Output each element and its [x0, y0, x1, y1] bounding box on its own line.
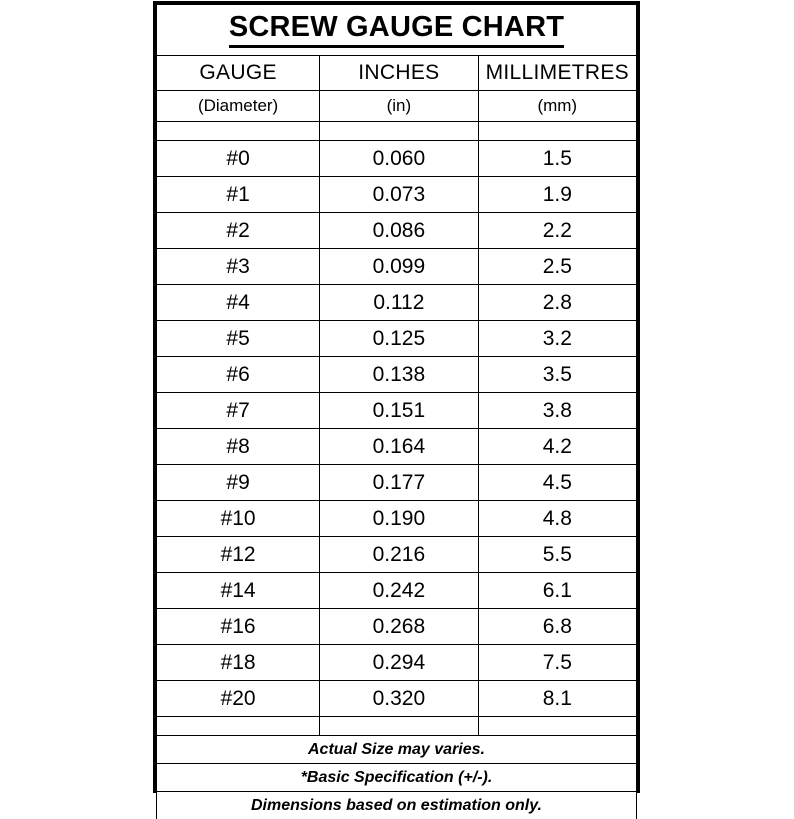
note-row [157, 736, 637, 764]
cell-gauge: #20 [157, 681, 320, 717]
cell-gauge: #7 [157, 393, 320, 429]
column-subheader-row [157, 91, 637, 122]
cell-inches: 0.151 [320, 393, 478, 429]
table-row [157, 249, 637, 285]
spacer-cell [157, 717, 320, 736]
cell-inches: 0.242 [320, 573, 478, 609]
cell-gauge: #5 [157, 321, 320, 357]
table-row [157, 321, 637, 357]
cell-millimetres: 6.1 [478, 573, 636, 609]
cell-gauge: #4 [157, 285, 320, 321]
cell-inches: 0.073 [320, 177, 478, 213]
note-row [157, 764, 637, 792]
cell-inches: 0.320 [320, 681, 478, 717]
spacer-cell [320, 717, 478, 736]
cell-inches: 0.086 [320, 213, 478, 249]
table-body [157, 5, 637, 819]
cell-millimetres: 1.9 [478, 177, 636, 213]
cell-millimetres: 3.2 [478, 321, 636, 357]
note-row [157, 792, 637, 819]
cell-millimetres: 4.5 [478, 465, 636, 501]
cell-inches: 0.099 [320, 249, 478, 285]
column-subheader-inches: (in) [320, 91, 478, 122]
cell-gauge: #9 [157, 465, 320, 501]
cell-millimetres: 5.5 [478, 537, 636, 573]
table-row [157, 141, 637, 177]
table-row [157, 465, 637, 501]
table-row [157, 213, 637, 249]
column-subheader-millimetres: (mm) [478, 91, 636, 122]
cell-millimetres: 8.1 [478, 681, 636, 717]
cell-inches: 0.112 [320, 285, 478, 321]
cell-millimetres: 7.5 [478, 645, 636, 681]
table-row [157, 681, 637, 717]
screw-gauge-table [156, 4, 637, 819]
cell-gauge: #14 [157, 573, 320, 609]
cell-millimetres: 3.5 [478, 357, 636, 393]
table-row [157, 573, 637, 609]
cell-millimetres: 2.8 [478, 285, 636, 321]
note-dimensions-estimation: Dimensions based on estimation only. [157, 792, 637, 819]
cell-gauge: #0 [157, 141, 320, 177]
spacer-cell [478, 717, 636, 736]
title-row [157, 5, 637, 56]
cell-gauge: #18 [157, 645, 320, 681]
column-header-millimetres: MILLIMETRES [478, 56, 636, 91]
cell-inches: 0.294 [320, 645, 478, 681]
spacer-cell [157, 122, 320, 141]
spacer-cell [478, 122, 636, 141]
cell-inches: 0.164 [320, 429, 478, 465]
cell-millimetres: 6.8 [478, 609, 636, 645]
cell-millimetres: 4.8 [478, 501, 636, 537]
column-header-row [157, 56, 637, 91]
cell-gauge: #1 [157, 177, 320, 213]
cell-inches: 0.268 [320, 609, 478, 645]
cell-inches: 0.125 [320, 321, 478, 357]
cell-gauge: #16 [157, 609, 320, 645]
page-title: SCREW GAUGE CHART [229, 13, 564, 48]
column-header-gauge: GAUGE [157, 56, 320, 91]
table-row [157, 501, 637, 537]
table-row [157, 645, 637, 681]
cell-millimetres: 2.2 [478, 213, 636, 249]
chart-container [153, 1, 640, 793]
table-row [157, 429, 637, 465]
table-row [157, 393, 637, 429]
table-row [157, 357, 637, 393]
spacer-row-top [157, 122, 637, 141]
cell-gauge: #12 [157, 537, 320, 573]
cell-inches: 0.190 [320, 501, 478, 537]
column-header-inches: INCHES [320, 56, 478, 91]
table-row [157, 537, 637, 573]
cell-millimetres: 3.8 [478, 393, 636, 429]
cell-millimetres: 1.5 [478, 141, 636, 177]
table-row [157, 609, 637, 645]
cell-gauge: #3 [157, 249, 320, 285]
cell-inches: 0.177 [320, 465, 478, 501]
cell-gauge: #6 [157, 357, 320, 393]
column-subheader-gauge: (Diameter) [157, 91, 320, 122]
spacer-row-bottom [157, 717, 637, 736]
page-title-cell [157, 5, 637, 56]
spacer-cell [320, 122, 478, 141]
table-row [157, 285, 637, 321]
note-actual-size: Actual Size may varies. [157, 736, 637, 764]
cell-inches: 0.216 [320, 537, 478, 573]
cell-gauge: #10 [157, 501, 320, 537]
cell-millimetres: 4.2 [478, 429, 636, 465]
cell-inches: 0.138 [320, 357, 478, 393]
note-basic-specification: *Basic Specification (+/-). [157, 764, 637, 792]
cell-millimetres: 2.5 [478, 249, 636, 285]
table-row [157, 177, 637, 213]
cell-gauge: #2 [157, 213, 320, 249]
cell-inches: 0.060 [320, 141, 478, 177]
cell-gauge: #8 [157, 429, 320, 465]
